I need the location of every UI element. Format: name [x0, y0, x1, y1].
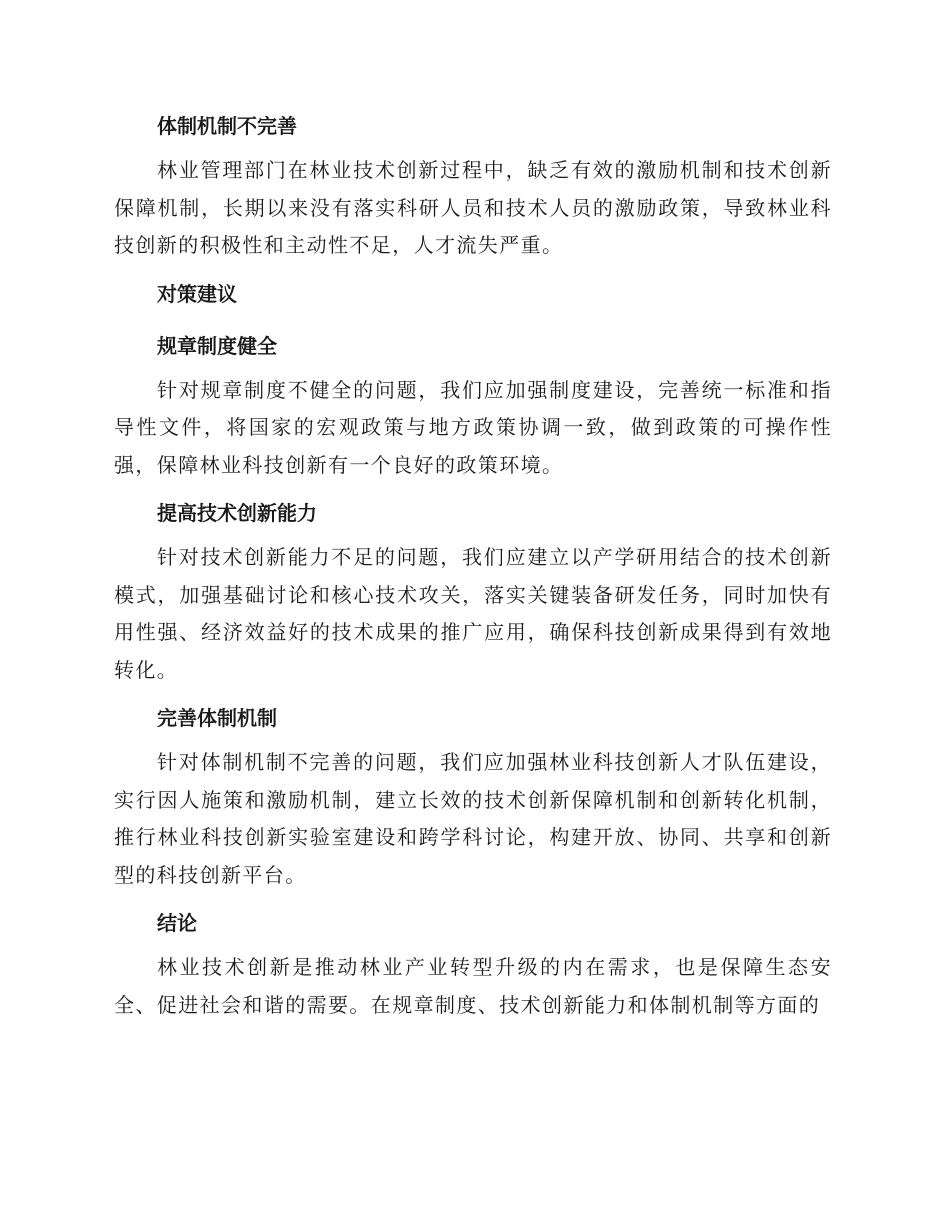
section-heading-conclusion: 结论 [157, 911, 197, 935]
section-paragraph-conclusion: 林业技术创新是推动林业产业转型升级的内在需求，也是保障生态安全、促进社会和谐的需要。在规章制度、技术创新能力和体制机制等方面的 [114, 955, 832, 1017]
section-heading-regulations: 规章制度健全 [157, 333, 277, 358]
section-paragraph-regulations: 针对规章制度不健全的问题，我们应加强制度建设，完善统一标准和指导性文件，将国家的宏观政策与地方政策协调一致，做到政策的可操作性强，保障林业科技创新有一个良好的政策环境。 [114, 377, 832, 477]
section-heading-countermeasures: 对策建议 [157, 281, 237, 306]
section-paragraph-improve-mechanism: 针对体制机制不完善的问题，我们应加强林业科技创新人才队伍建设，实行因人施策和激励机制，建立长效的技术创新保障机制和创新转化机制，推行林业科技创新实验室建设和跨学科讨论，构建开放、协同、共享和创新型的科技创新平台。 [114, 750, 832, 887]
section-heading-innovation-capacity: 提高技术创新能力 [157, 501, 317, 525]
section-paragraph-innovation-capacity: 针对技术创新能力不足的问题，我们应建立以产学研用结合的技术创新模式，加强基础讨论和核心技术攻关，落实关键装备研发任务，同时加快有用性强、经济效益好的技术成果的推广应用，确保科技创新成果得到有效地转化。 [114, 545, 832, 682]
section-heading-institutional-mechanism: 体制机制不完善 [157, 114, 297, 138]
section-paragraph-institutional-mechanism: 林业管理部门在林业技术创新过程中，缺乏有效的激励机制和技术创新保障机制，长期以来没有落实科研人员和技术人员的激励政策，导致林业科技创新的积极性和主动性不足，人才流失严重。 [114, 158, 832, 257]
section-heading-improve-mechanism: 完善体制机制 [157, 706, 277, 730]
